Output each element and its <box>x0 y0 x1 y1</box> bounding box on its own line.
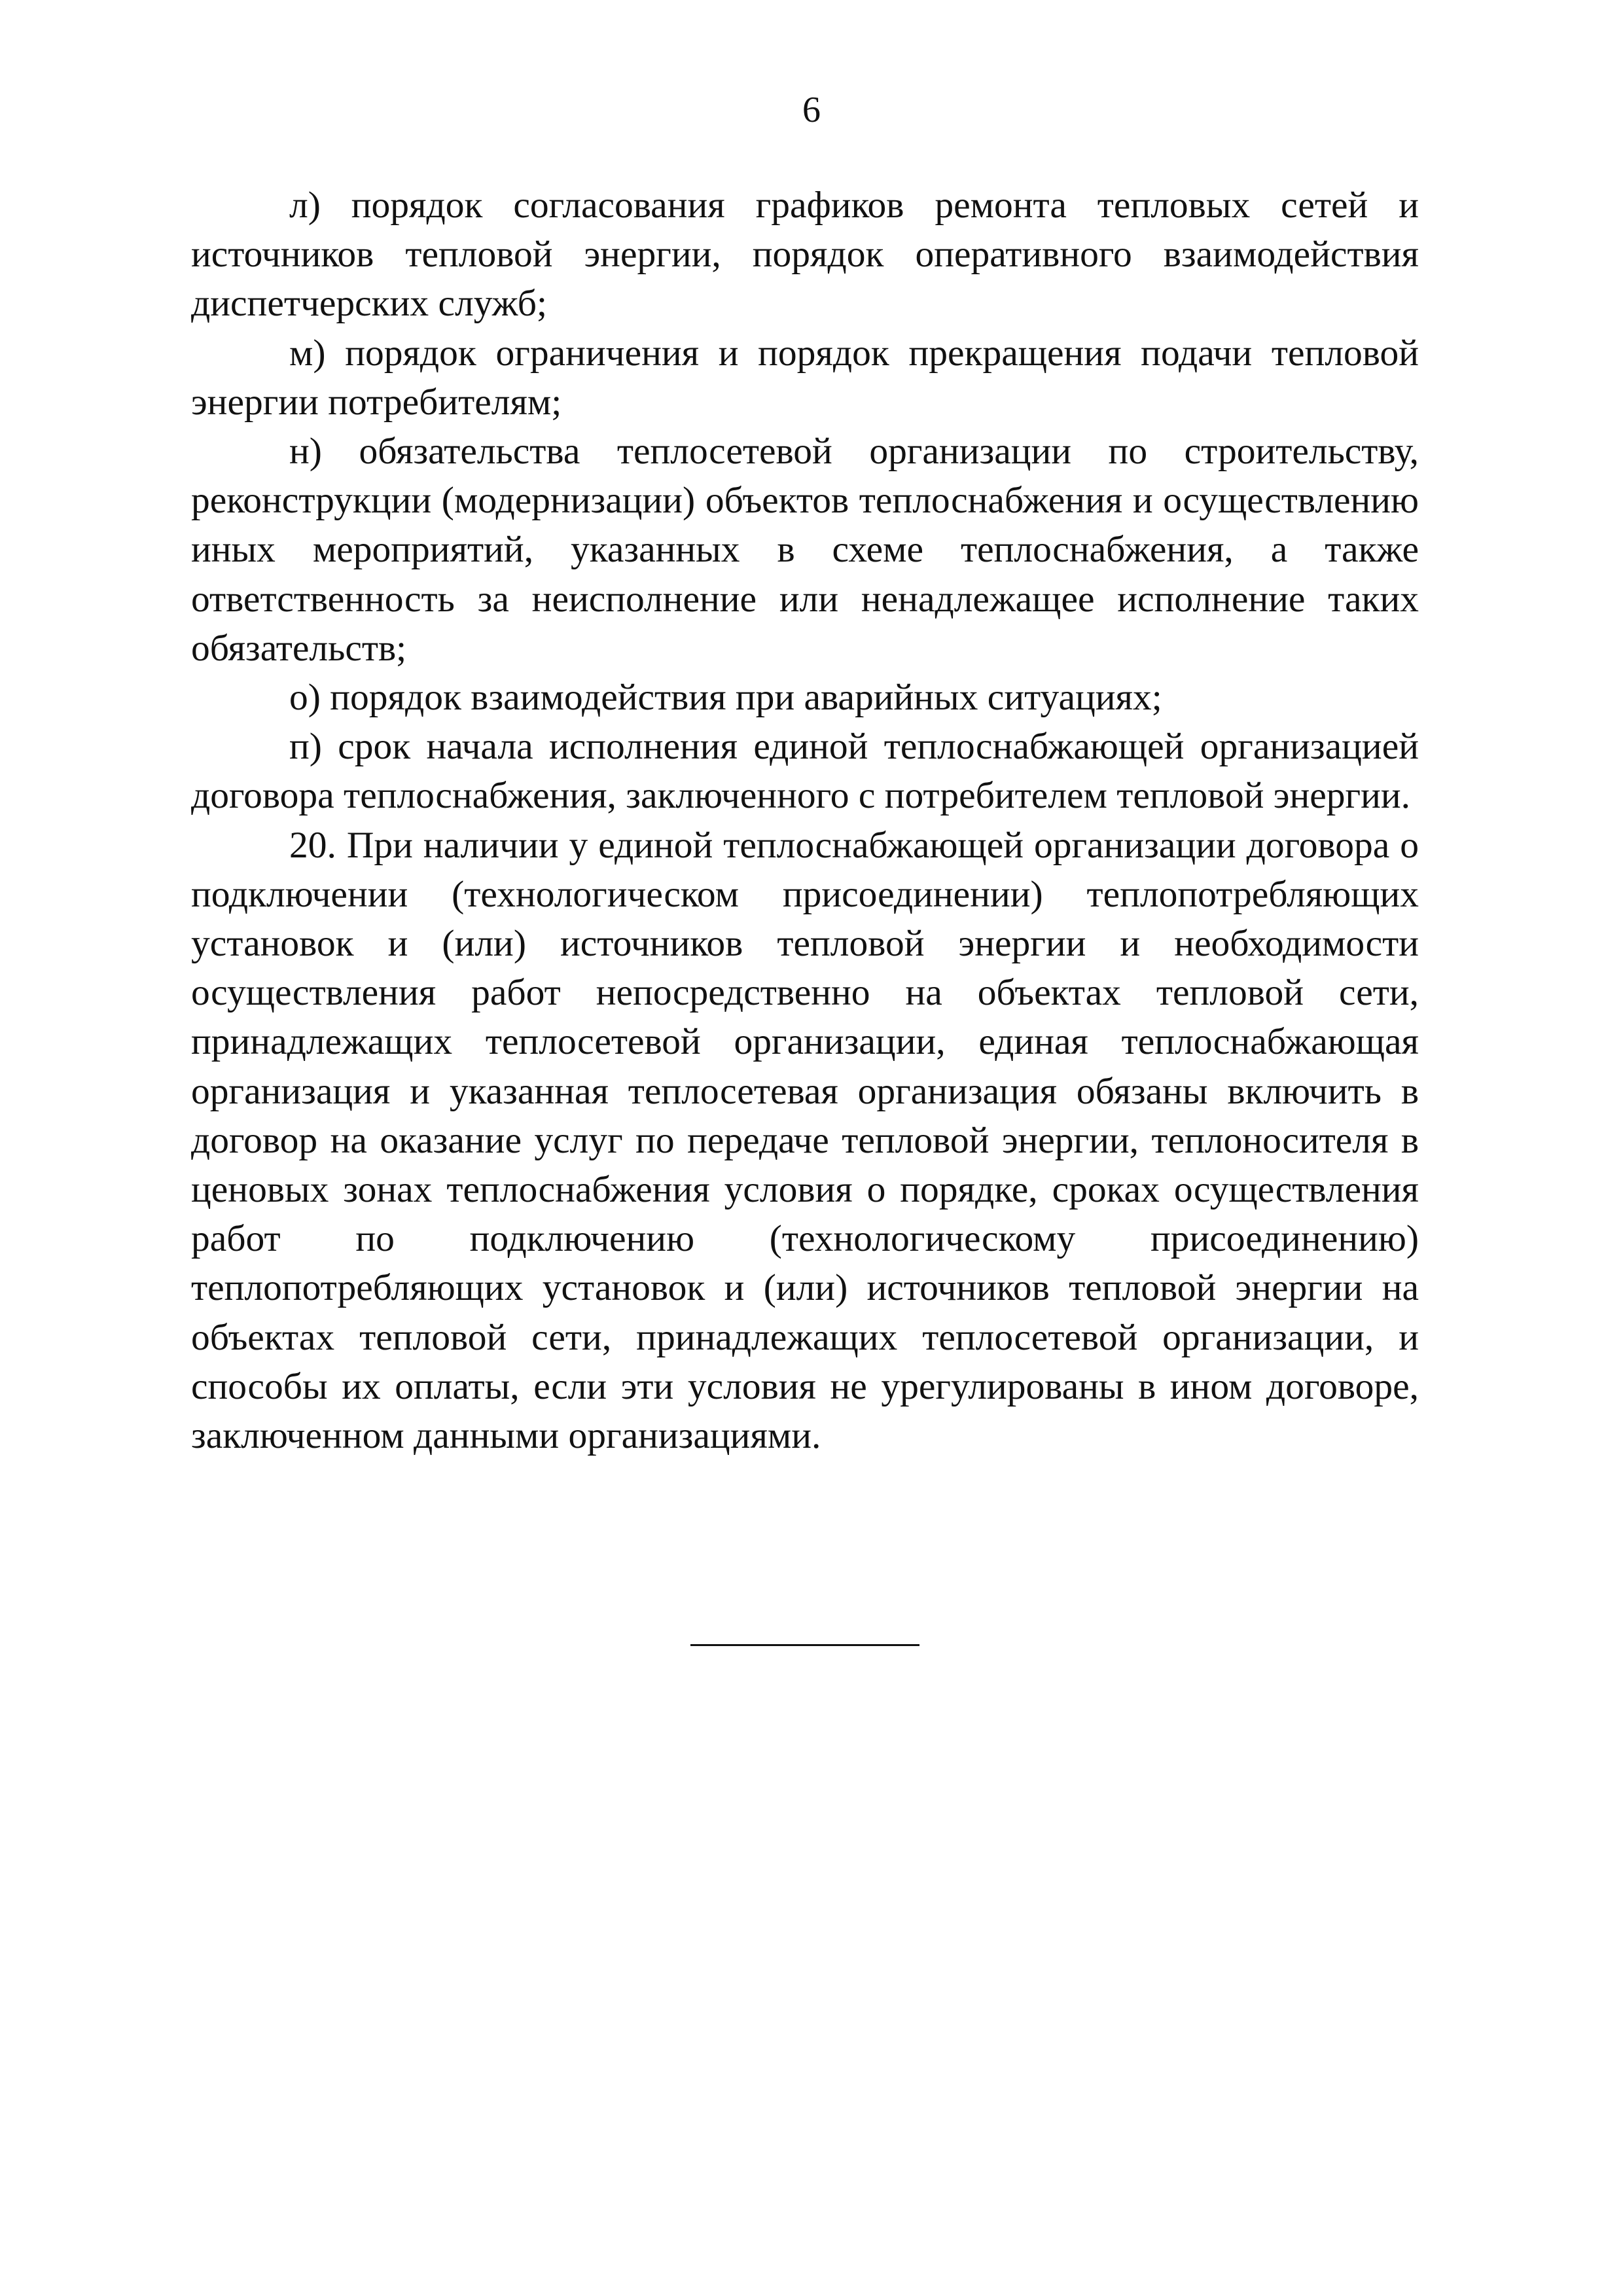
paragraph-l: л) порядок согласования графиков ремонта тепловых сетей и источников тепловой энергии, порядок оперативного взаимодействия диспетчерских служб; <box>191 185 1419 325</box>
document-body <box>191 181 1419 1460</box>
paragraph-n: н) обязательства теплосетевой организации по строительству, реконструкции (модернизации) объектов теплоснабжения и осуществлению иных мероприятий, указанных в схеме теплоснабжения, а также ответственность за неисполнение или ненадлежащее исполнение таких обязательств; <box>191 431 1419 669</box>
page-number: 6 <box>802 90 821 130</box>
paragraph-p: п) срок начала исполнения единой теплоснабжающей организацией договора теплоснабжения, заключенного с потребителем тепловой энергии. <box>191 726 1419 817</box>
paragraph-item-20: 20. При наличии у единой теплоснабжающей организации договора о подключении (технологическом присоединении) теплопотребляющих установок и (или) источников тепловой энергии и необходимости осуществления работ непосредственно на объектах тепловой сети, принадлежащих теплосетевой организации, единая теплоснабжающая организация и указанная теплосетевая организация обязаны включить в договор на оказание услуг по передаче тепловой энергии, теплоносителя в ценовых зонах теплоснабжения условия о порядке, сроках осуществления работ по подключению (технологическому присоединению) теплопотребляющих установок и (или) источников тепловой энергии на объектах тепловой сети, принадлежащих теплосетевой организации, и способы их оплаты, если эти условия не урегулированы в ином договоре, заключенном данными организациями. <box>191 824 1419 1457</box>
paragraph-o: о) порядок взаимодействия при аварийных ситуациях; <box>289 677 1162 719</box>
paragraph-m: м) порядок ограничения и порядок прекращения подачи тепловой энергии потребителям; <box>191 332 1419 423</box>
end-of-document-rule <box>690 1644 919 1646</box>
